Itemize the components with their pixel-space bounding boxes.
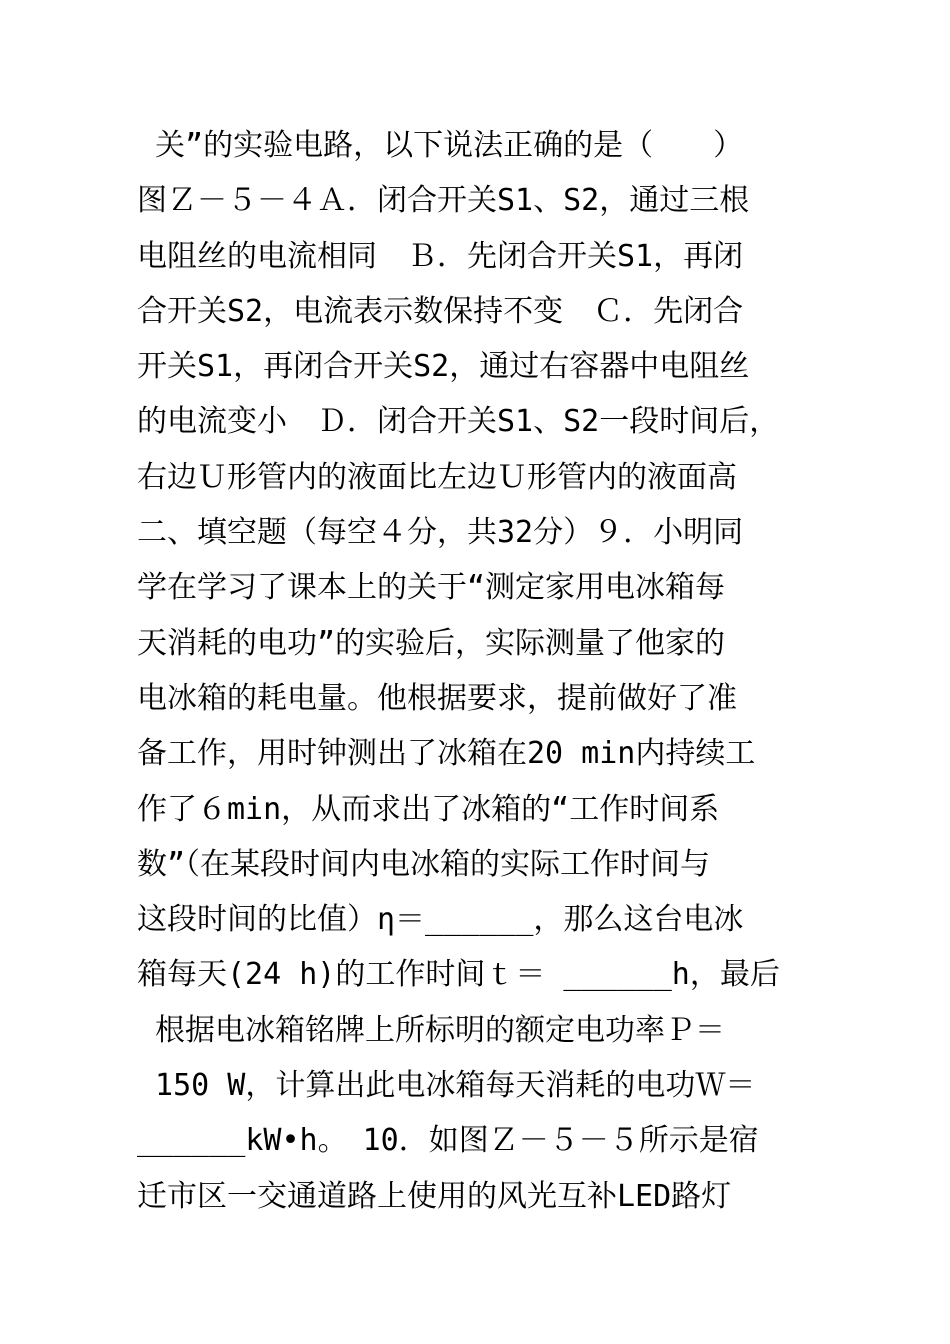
body-text	[137, 118, 827, 1224]
text-line: ______kW•h。 10．如图Ｚ－５－５所示是宿	[137, 1123, 759, 1159]
text-line: 150 W，计算出此电冰箱每天消耗的电功Ｗ＝	[137, 1068, 756, 1104]
text-line: 开关S1，再闭合开关S2，通过右容器中电阻丝	[137, 349, 750, 385]
text-line: 电阻丝的电流相同 Ｂ．先闭合开关S1，再闭	[137, 238, 744, 274]
text-line: 图Ｚ－５－４Ａ．闭合开关S1、S2，通过三根	[137, 183, 750, 219]
text-line: 学在学习了课本上的关于“测定家用电冰箱每	[137, 570, 726, 606]
text-line: 天消耗的电功”的实验后，实际测量了他家的	[137, 625, 726, 661]
text-line: 的电流变小 Ｄ．闭合开关S1、S2一段时间后，	[137, 404, 780, 440]
text-line: 右边Ｕ形管内的液面比左边Ｕ形管内的液面高	[137, 459, 737, 495]
text-line: 电冰箱的耗电量。他根据要求，提前做好了准	[137, 680, 737, 716]
text-line: 关”的实验电路，以下说法正确的是（ ）	[137, 128, 744, 163]
text-line: 箱每天(24 h)的工作时间ｔ＝ ______h，最后	[137, 957, 780, 993]
text-line: 二、填空题（每空４分，共32分）９．小明同	[137, 515, 744, 551]
text-line: 合开关S2，电流表示数保持不变 Ｃ．先闭合	[137, 293, 744, 329]
text-line: 备工作，用时钟测出了冰箱在20 min内持续工	[137, 736, 756, 772]
text-line: 迁市区一交通道路上使用的风光互补LED路灯	[137, 1178, 732, 1214]
text-line: 作了６min，从而求出了冰箱的“工作时间系	[137, 791, 720, 827]
text-line: 这段时间的比值）η＝______，那么这台电冰	[137, 902, 744, 938]
text-line: 根据电冰箱铭牌上所标明的额定电功率Ｐ＝	[137, 1012, 726, 1048]
text-line: 数”（在某段时间内电冰箱的实际工作时间与	[137, 846, 711, 882]
